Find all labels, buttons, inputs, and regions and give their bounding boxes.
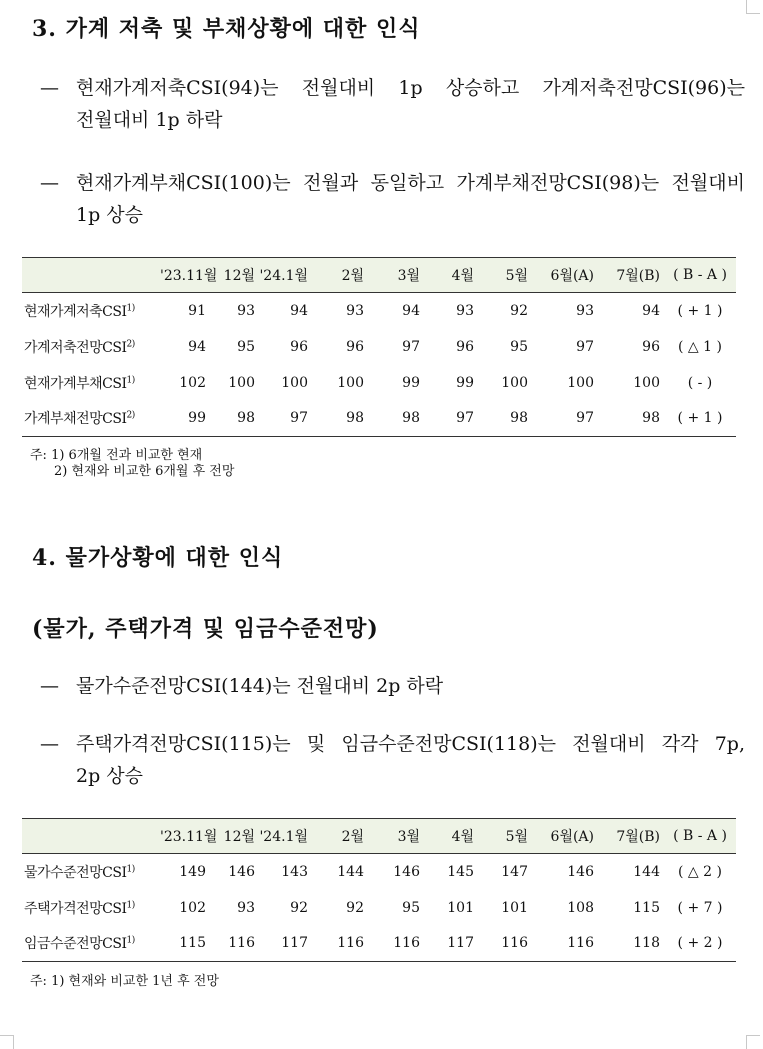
diff-cell: ( △ 2 )	[678, 863, 722, 880]
value-cell: 98	[598, 401, 664, 437]
dash-marker: —	[40, 77, 59, 99]
value-cell: 116	[478, 926, 532, 962]
bullet-text-line1: 주택가격전망CSI(115)는 및 임금수준전망CSI(118)는 전월대비 각각 7p,	[76, 733, 745, 755]
crop-mark-bottom-right	[746, 1035, 760, 1049]
value-cell: 143	[281, 863, 308, 880]
diff-cell: ( + 7 )	[677, 899, 723, 916]
header-cell: 3월	[368, 258, 424, 293]
bullet-text-line2: 전월대비 1p 하락	[76, 109, 223, 131]
bullet-text-line1: 물가수준전망CSI(144)는 전월대비 2p 하락	[76, 675, 444, 697]
value-cell: 145	[447, 863, 474, 880]
footnote: 2) 현재와 비교한 6개월 후 전망	[54, 464, 235, 479]
footnote: 주: 1) 현재와 비교한 1년 후 전망	[30, 974, 219, 989]
value-cell: 92	[346, 899, 364, 916]
value-cell: 94	[402, 302, 420, 319]
value-cell: 100	[501, 374, 528, 391]
diff-cell: ( + 1 )	[677, 302, 723, 319]
value-cell: 100	[281, 374, 308, 391]
section4-subheading: (물가, 주택가격 및 임금수준전망)	[32, 616, 379, 642]
table-row	[22, 365, 736, 401]
section4-heading: 4. 물가상황에 대한 인식	[32, 545, 284, 571]
value-cell: 94	[188, 338, 206, 355]
value-cell: 93	[576, 302, 594, 319]
header-cell: 5월	[478, 819, 532, 854]
value-cell: 146	[393, 863, 420, 880]
value-cell: 99	[402, 374, 420, 391]
value-cell: 149	[179, 863, 206, 880]
footnote: 주: 1) 6개월 전과 비교한 현재	[30, 448, 203, 463]
value-cell: 96	[456, 338, 474, 355]
value-cell: 93	[346, 302, 364, 319]
diff-cell: ( + 1 )	[664, 401, 736, 437]
dash-marker: —	[40, 733, 59, 755]
table-row	[22, 854, 736, 890]
header-cell: 3월	[368, 819, 424, 854]
value-cell: 117	[259, 926, 312, 962]
header-cell: ( B - A )	[664, 819, 736, 854]
value-cell: 116	[368, 926, 424, 962]
diff-cell: ( + 2 )	[664, 926, 736, 962]
value-cell: 117	[424, 926, 478, 962]
header-cell: '24.1월	[259, 819, 312, 854]
value-cell: 99	[160, 401, 210, 437]
value-cell: 116	[210, 926, 259, 962]
table-header-row	[22, 258, 736, 293]
value-cell: 98	[368, 401, 424, 437]
section3-heading: 3. 가계 저축 및 부채상황에 대한 인식	[32, 16, 421, 42]
header-cell: '23.11월	[160, 819, 210, 854]
value-cell: 91	[188, 302, 206, 319]
value-cell: 108	[567, 899, 594, 916]
value-cell: 115	[633, 899, 660, 916]
value-cell: 116	[312, 926, 368, 962]
header-cell: 2월	[312, 819, 368, 854]
value-cell: 93	[237, 302, 255, 319]
diff-cell: ( - )	[687, 374, 713, 391]
value-cell: 102	[179, 374, 206, 391]
value-cell: 97	[259, 401, 312, 437]
dash-marker: —	[40, 172, 59, 194]
value-cell: 115	[160, 926, 210, 962]
section3-bullet-1	[40, 72, 745, 136]
value-cell: 95	[510, 338, 528, 355]
header-cell: 4월	[424, 258, 478, 293]
value-cell: 97	[402, 338, 420, 355]
row-label: 가계부채전망CSI$^{2)}$	[22, 401, 160, 437]
value-cell: 94	[642, 302, 660, 319]
value-cell: 144	[337, 863, 364, 880]
section3-table	[22, 257, 736, 437]
row-label: 현재가계부채CSI$^{1)}$	[24, 374, 135, 392]
section3-notes	[30, 448, 234, 480]
bullet-text-line1: 현재가계저축CSI(94)는 전월대비 1p 상승하고 가계저축전망CSI(96)는	[76, 77, 745, 99]
dash-marker: —	[40, 675, 59, 697]
section4-notes	[30, 974, 219, 990]
section3-bullet-2	[40, 167, 745, 231]
table-row	[22, 401, 736, 437]
value-cell: 95	[237, 338, 255, 355]
header-cell: 4월	[424, 819, 478, 854]
value-cell: 96	[290, 338, 308, 355]
value-cell: 144	[633, 863, 660, 880]
table-row	[22, 890, 736, 926]
value-cell: 95	[402, 899, 420, 916]
table-row	[22, 926, 736, 962]
header-cell	[22, 819, 160, 854]
header-cell: '23.11월	[160, 258, 210, 293]
row-label: 가계저축전망CSI$^{2)}$	[24, 338, 135, 356]
value-cell: 94	[290, 302, 308, 319]
header-cell: 7월(B)	[598, 258, 664, 293]
header-cell: 2월	[312, 258, 368, 293]
value-cell: 97	[532, 401, 598, 437]
section4-bullet-2	[40, 728, 745, 792]
value-cell: 96	[642, 338, 660, 355]
bullet-text-line2: 1p 상승	[76, 204, 143, 226]
header-cell: '24.1월	[259, 258, 312, 293]
value-cell: 97	[576, 338, 594, 355]
value-cell: 97	[424, 401, 478, 437]
header-cell: 6월(A)	[532, 819, 598, 854]
value-cell: 92	[290, 899, 308, 916]
value-cell: 102	[179, 899, 206, 916]
value-cell: 146	[228, 863, 255, 880]
bullet-text-line1: 현재가계부채CSI(100)는 전월과 동일하고 가계부채전망CSI(98)는 전월대비	[76, 172, 745, 194]
value-cell: 116	[532, 926, 598, 962]
header-cell: ( B - A )	[664, 258, 736, 293]
diff-cell: ( △ 1 )	[678, 338, 722, 355]
header-cell: 7월(B)	[598, 819, 664, 854]
value-cell: 93	[237, 899, 255, 916]
table-row	[22, 293, 736, 329]
section4-bullet-1	[40, 670, 745, 702]
crop-mark-top-right	[746, 0, 760, 14]
value-cell: 146	[567, 863, 594, 880]
table-row	[22, 329, 736, 365]
value-cell: 100	[633, 374, 660, 391]
row-label: 물가수준전망CSI$^{1)}$	[24, 864, 135, 881]
value-cell: 101	[447, 899, 474, 916]
section4-table	[22, 818, 736, 962]
value-cell: 147	[501, 863, 528, 880]
crop-mark-bottom-left	[0, 1035, 14, 1049]
value-cell: 100	[337, 374, 364, 391]
row-label: 주택가격전망CSI$^{1)}$	[24, 899, 135, 917]
value-cell: 101	[501, 899, 528, 916]
value-cell: 98	[312, 401, 368, 437]
value-cell: 98	[478, 401, 532, 437]
value-cell: 100	[567, 374, 594, 391]
header-cell: 12월	[210, 258, 259, 293]
table-header-row	[22, 819, 736, 854]
value-cell: 118	[598, 926, 664, 962]
bullet-text-line2: 2p 상승	[76, 765, 143, 787]
header-cell: 6월(A)	[532, 258, 598, 293]
header-cell: 12월	[210, 819, 259, 854]
value-cell: 99	[456, 374, 474, 391]
value-cell: 100	[228, 374, 255, 391]
value-cell: 96	[346, 338, 364, 355]
value-cell: 98	[210, 401, 259, 437]
value-cell: 93	[456, 302, 474, 319]
row-label: 현재가계저축CSI$^{1)}$	[24, 303, 135, 320]
header-cell: 5월	[478, 258, 532, 293]
header-cell	[22, 258, 160, 293]
row-label: 임금수준전망CSI$^{1)}$	[22, 926, 160, 962]
value-cell: 92	[510, 302, 528, 319]
